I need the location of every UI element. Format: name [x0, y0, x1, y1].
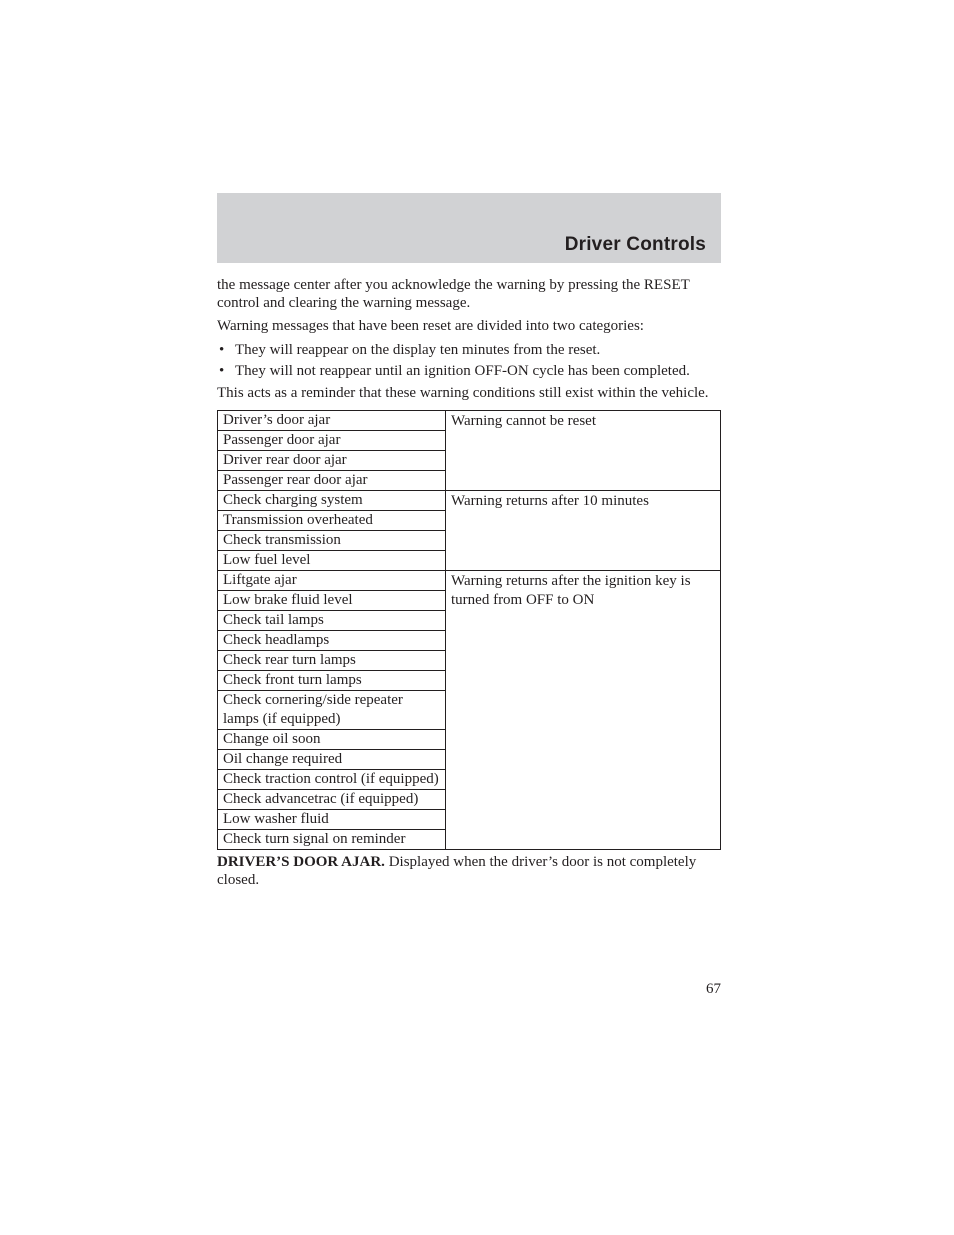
warning-condition-cell: Check advancetrac (if equipped) [218, 790, 446, 810]
reset-behavior-cell: Warning returns after the ignition key is turned from OFF to ON [446, 571, 721, 850]
warning-condition-cell: Check transmission [218, 531, 446, 551]
bullet-icon: • [219, 363, 225, 379]
bullet-icon: • [219, 341, 225, 358]
category-list [217, 342, 721, 381]
table-row [218, 571, 721, 591]
list-item-text: They will not reappear until an ignition OFF-ON cycle has been completed. [235, 363, 690, 379]
warning-condition-cell: Driver rear door ajar [218, 451, 446, 471]
warning-messages-table [217, 410, 721, 850]
warning-condition-cell: Check tail lamps [218, 611, 446, 631]
door-ajar-description [217, 854, 721, 889]
warning-condition-cell: Check cornering/side repeater lamps (if equipped) [218, 691, 446, 730]
list-item-text: They will reappear on the display ten minutes from the reset. [235, 341, 601, 358]
page-content [217, 277, 721, 895]
door-ajar-heading: DRIVER’S DOOR AJAR. [217, 854, 385, 870]
warning-condition-cell: Check turn signal on reminder [218, 830, 446, 850]
warning-condition-cell: Driver’s door ajar [218, 411, 446, 431]
list-item [217, 363, 721, 381]
warning-condition-cell: Low washer fluid [218, 810, 446, 830]
reset-behavior-cell: Warning cannot be reset [446, 411, 721, 491]
warning-condition-cell: Transmission overheated [218, 511, 446, 531]
intro-paragraph-1: the message center after you acknowledge the warning by pressing the RESET control and clearing the warning message. [217, 277, 690, 311]
section-header [217, 193, 721, 263]
page-number: 67 [706, 981, 721, 997]
door-ajar-text: Displayed when the driver’s door is not completely closed. [217, 854, 697, 888]
warning-condition-cell: Check front turn lamps [218, 671, 446, 691]
table-row [218, 411, 721, 431]
warning-condition-cell: Passenger rear door ajar [218, 471, 446, 491]
warning-condition-cell: Oil change required [218, 750, 446, 770]
warning-condition-cell: Change oil soon [218, 730, 446, 750]
warning-condition-cell: Check traction control (if equipped) [218, 770, 446, 790]
reset-behavior-cell: Warning returns after 10 minutes [446, 491, 721, 571]
list-item [217, 342, 721, 360]
warning-condition-cell: Passenger door ajar [218, 431, 446, 451]
warning-condition-cell: Low fuel level [218, 551, 446, 571]
table-row [218, 491, 721, 511]
warning-condition-cell: Low brake fluid level [218, 591, 446, 611]
intro-paragraph-3: This acts as a reminder that these warning conditions still exist within the vehicle. [217, 384, 709, 401]
warning-condition-cell: Check rear turn lamps [218, 651, 446, 671]
intro-paragraph-2: Warning messages that have been reset are divided into two categories: [217, 318, 644, 334]
warning-condition-cell: Check charging system [218, 491, 446, 511]
section-title: Driver Controls [564, 234, 706, 255]
warning-condition-cell: Liftgate ajar [218, 571, 446, 591]
warning-condition-cell: Check headlamps [218, 631, 446, 651]
